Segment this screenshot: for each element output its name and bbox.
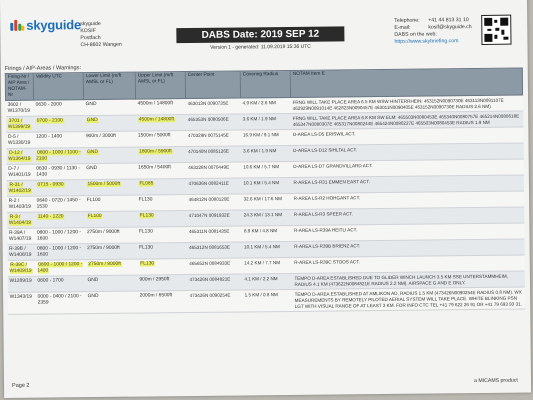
lower-limit-cell: 2750m / 9000ft (85, 227, 137, 244)
product-note: a MICAMS product (473, 377, 518, 385)
notam-text-cell: R-AREA LS-R39B BRIENZ ACT. (292, 239, 524, 257)
upper-limit-cell: 1500m / 5000ft (136, 131, 186, 148)
covering-radius-cell: 32.6 KM / 17.6 NM (242, 193, 292, 210)
highlighted-value: 0715 - 0930 (37, 181, 64, 188)
lower-limit-cell (84, 147, 136, 164)
firing-nr-cell (6, 148, 34, 164)
highlighted-value: FL130 (139, 212, 154, 219)
firing-nr-cell: R-2 / W1403/19 (7, 196, 35, 212)
address-line: Postfach (80, 34, 101, 42)
dabs-table (5, 68, 526, 315)
lower-limit-cell: 900m / 3000ft (84, 131, 136, 148)
firing-nr-cell: D-5 / W1330/19 (6, 132, 34, 148)
column-header: Center Point (185, 71, 240, 99)
web-label: DABS on the web: (394, 31, 437, 38)
email-label: E-mail: (394, 24, 411, 31)
column-header: Lower Limit (m/ft AMSL or FL) (83, 72, 135, 100)
covering-radius-cell: 3.6 KM / 1.9 NM (241, 145, 291, 162)
upper-limit-cell (137, 211, 187, 228)
validity-cell (35, 212, 85, 229)
address-line: KOSIF (80, 27, 96, 35)
highlighted-value: R-31 / W1402/19 (8, 182, 31, 194)
firing-nr-cell: R-39A / W1407/19 (7, 228, 35, 244)
validity-cell (34, 116, 84, 133)
address-line: skyguide (80, 20, 101, 28)
contact-block (394, 17, 472, 46)
notam-text-cell: R-AREA LS-R31 EMMEN EAST ACT. (291, 175, 523, 193)
highlighted-value: 1500m / 5000ft (87, 181, 121, 187)
highlighted-value: GND (87, 149, 98, 155)
firing-nr-cell: D-7 / W1401/19 (6, 164, 34, 180)
lower-limit-cell: GND (84, 99, 136, 116)
center-point-cell: 470140N 0085126E (186, 146, 241, 163)
document-version: Version 1 - generated: 11.09.2019 15:36 UTC (210, 43, 311, 51)
covering-radius-cell: 4.1 KM / 2.2 NM (242, 273, 292, 290)
firing-nr-cell (6, 180, 34, 196)
covering-radius-cell: 24.3 KM / 13.1 NM (242, 209, 292, 226)
page-header (0, 0, 528, 66)
validity-cell (34, 180, 84, 197)
firing-nr-cell (6, 116, 34, 132)
address-line: CH-8602 Wangen (80, 41, 122, 49)
covering-radius-cell: 1.5 KM / 0.8 NM (243, 289, 293, 312)
address-block (80, 21, 122, 49)
validity-cell: 0000 - 0400 / 2100 - 2359 (36, 292, 86, 315)
lower-limit-cell (84, 115, 136, 132)
validity-cell (35, 260, 85, 277)
column-header: Validity UTC (33, 73, 83, 101)
covering-radius-cell: 8.9 KM / 4.8 NM (242, 225, 292, 242)
page-number: Page 2 (12, 382, 30, 389)
skyguide-logo-mark-icon (10, 18, 24, 32)
center-point-cell: 473426N 0084821E (187, 274, 242, 291)
highlighted-value: 1140 - 1220 (37, 213, 64, 220)
notam-text-cell: FRNG WILL TAKE PLACE AREA 6.8 KM SW ELM: 465503N0080453E 465340N0080757E 465214N0080618E 465347N0080307E 465317N0080244E 465424N0080227E 465503N0080453E RADIUS 1.9 NM (291, 111, 523, 129)
lower-limit-cell (84, 179, 136, 196)
highlighted-value: 0800 - 1000 / 1100 - 2100 (36, 149, 81, 162)
email-address: kosif@skyguide.ch (428, 24, 472, 31)
column-header: NOTAM Item E (290, 68, 522, 97)
highlighted-value: FL130 (140, 260, 155, 267)
lower-limit-cell: GND (85, 275, 137, 292)
upper-limit-cell: 1650m / 5400ft (136, 163, 186, 180)
notam-text-cell: R-AREA LS-R3 SPEER ACT. (292, 207, 524, 225)
highlighted-value: R-3 / W1404/19 (8, 214, 32, 226)
highlighted-value: FL085 (139, 180, 154, 187)
covering-radius-cell: 10.1 KM / 5.4 NM (242, 241, 292, 258)
center-point-cell: 470329N 0075145E (186, 130, 241, 147)
notam-text-cell: TEMPO D-AREA ESTABLISHED DUE TO GLIDER WINCH LAUNCH 3.5 KM SSE UNTERSTAMMHEIM, RADIUS 4.1 KM (473622N0084821E RADIUS 2.2 NM). AIRSPACE G AND E ONLY. (292, 271, 524, 289)
center-point-cell: 465353N 0080506E (186, 114, 241, 131)
validity-cell: 0630 - 0930 / 1130 - 1430 (34, 164, 84, 181)
highlighted-value: GND (86, 117, 98, 123)
section-title: Firings / AIP-Areas / Warnings: (4, 65, 82, 72)
lower-limit-cell: GND (84, 163, 136, 180)
highlighted-value: FL100 (87, 213, 102, 219)
web-link[interactable]: https://www.skybriefing.com (394, 38, 459, 45)
lower-limit-cell: GND (86, 291, 138, 314)
column-header: Covering Radius (240, 70, 290, 98)
validity-cell (34, 148, 84, 165)
covering-radius-cell: 10.1 KM / 5.4 NM (241, 177, 291, 194)
center-point-cell: 464812N 0080120E (187, 194, 242, 211)
center-point-cell: 465652N 0084933E (187, 258, 242, 275)
logo-text: skyguide (26, 17, 82, 33)
upper-limit-cell: FL130 (137, 227, 187, 244)
validity-cell: 0640 - 0720 / 1450 - 1530 (35, 196, 85, 213)
validity-cell: 0800 - 1000 / 1200 - 1600 (35, 228, 85, 245)
upper-limit-cell: 900m / 2950ft (137, 275, 187, 292)
covering-radius-cell: 10.6 KM / 5.7 NM (241, 161, 291, 178)
notam-text-cell: R-AREA LS-R39C STOOS ACT. (292, 255, 524, 273)
center-point-cell: 471047N 0091932E (187, 210, 242, 227)
upper-limit-cell: 4500m / 14800ft (136, 99, 186, 116)
center-point-cell: 465311N 0081435E (187, 226, 242, 243)
upper-limit-cell (136, 115, 186, 132)
notam-text-cell: D-AREA LS-D12 SIHLTAL ACT. (291, 143, 523, 161)
upper-limit-cell (137, 259, 187, 276)
upper-limit-cell (136, 179, 186, 196)
highlighted-value: 1800m / 5900ft (139, 148, 172, 155)
highlighted-value: 2750m / 9000ft (88, 261, 121, 267)
center-point-cell: 463013N 0090735E (186, 98, 241, 115)
document-title: DABS Date: 2019 SEP 12 (176, 26, 344, 43)
lower-limit-cell: 2750m / 9000ft (85, 243, 137, 260)
table-row (8, 287, 525, 314)
highlighted-value: R-39C / W1409/19 (9, 262, 32, 274)
lower-limit-cell: FL100 (85, 195, 137, 212)
validity-cell: 0630 - 2000 (34, 100, 84, 117)
notam-text-cell: D-AREA LS-D5 ERISWIL ACT. (291, 127, 523, 145)
notam-text-cell: D-AREA LS-D7 GRANDVILLARD ACT. (291, 159, 523, 177)
center-point-cell: 463228N 0070449E (186, 162, 241, 179)
notam-text-cell: R-AREA LS-R2 HOHGANT ACT. (292, 191, 524, 209)
qr-code-icon (481, 15, 511, 45)
validity-cell: 1200 - 1400 (34, 132, 84, 149)
center-point-cell: 473426N 0090254E (188, 290, 243, 313)
notam-text-cell: TEMPO D-AREA ESTABLISHED AT AMLIKON AD, RADIUS 1.5 KM (473426N0090254E RADIUS 0.8 NM). WX MEASUREMENTS BY REMOTELY PILOTED AERIAL SYSTEM WILL TAKE PLACE. WHITE BLINKING PSN LGT WITH VISUAL RANGE OF AT LEAST 3 KM. FOR INFO CTC TEL +41 79 622 26 91 OR +41 79 693 93 31. (293, 287, 525, 311)
covering-radius-cell: 4.9 KM / 2.6 NM (241, 97, 291, 114)
center-point-cell: 470636N 0082411E (186, 178, 241, 195)
highlighted-value: 0800 - 1000 / 1200 - 1400 (37, 261, 83, 274)
notam-text-cell: FRNG WILL TAKE PLACE AREA 6.5 KM WSW HINTERRHEIN: 463152N0090730E 463113N0091107E 462929N0091014E 462823N0090457E 463011N0090405E 463152N0090730E RADIUS 2.6 NM) (291, 95, 523, 113)
firing-nr-cell: W1343/19 (8, 292, 36, 314)
firing-nr-cell (7, 212, 35, 228)
highlighted-value: 0700 - 2100 (36, 117, 63, 124)
upper-limit-cell: FL130 (137, 195, 187, 212)
covering-radius-cell: 14.2 KM / 7.7 NM (242, 257, 292, 274)
lower-limit-cell (85, 259, 137, 276)
firing-nr-cell (7, 260, 35, 276)
firing-nr-cell: W1289/19 (7, 276, 35, 292)
telephone-label: Telephone: (394, 17, 420, 24)
lower-limit-cell (85, 211, 137, 228)
notam-text-cell: R-AREA LS-R39A HEITLI ACT. (292, 223, 524, 241)
column-header: Upper Limit (m/ft AMSL or FL) (135, 72, 185, 100)
center-point-cell: 465312N 0081653E (187, 242, 242, 259)
highlighted-value: D-12 / W1364/19 (8, 150, 31, 162)
column-header: Firing-Nr / AIP Area / NOTAM-Nr (5, 73, 33, 100)
covering-radius-cell: 3.6 KM / 1.9 NM (241, 113, 291, 130)
upper-limit-cell: FL130 (137, 243, 187, 260)
validity-cell: 0800 - 1700 (35, 276, 85, 293)
skyguide-logo (10, 17, 81, 33)
firing-nr-cell: R-39B / W1408/19 (7, 244, 35, 260)
validity-cell: 0800 - 1000 / 1200 - 1600 (35, 244, 85, 261)
covering-radius-cell: 16.9 KM / 9.1 NM (241, 129, 291, 146)
upper-limit-cell (136, 147, 186, 164)
highlighted-value: 3701 / W1399/19 (7, 118, 31, 130)
firing-nr-cell: 3602 / W1370/19 (6, 100, 34, 116)
telephone-number: +41 44 813 31 10 (428, 17, 469, 24)
highlighted-value: 4500m / 14800ft (138, 116, 175, 123)
upper-limit-cell: 2000m / 6500ft (138, 291, 188, 314)
